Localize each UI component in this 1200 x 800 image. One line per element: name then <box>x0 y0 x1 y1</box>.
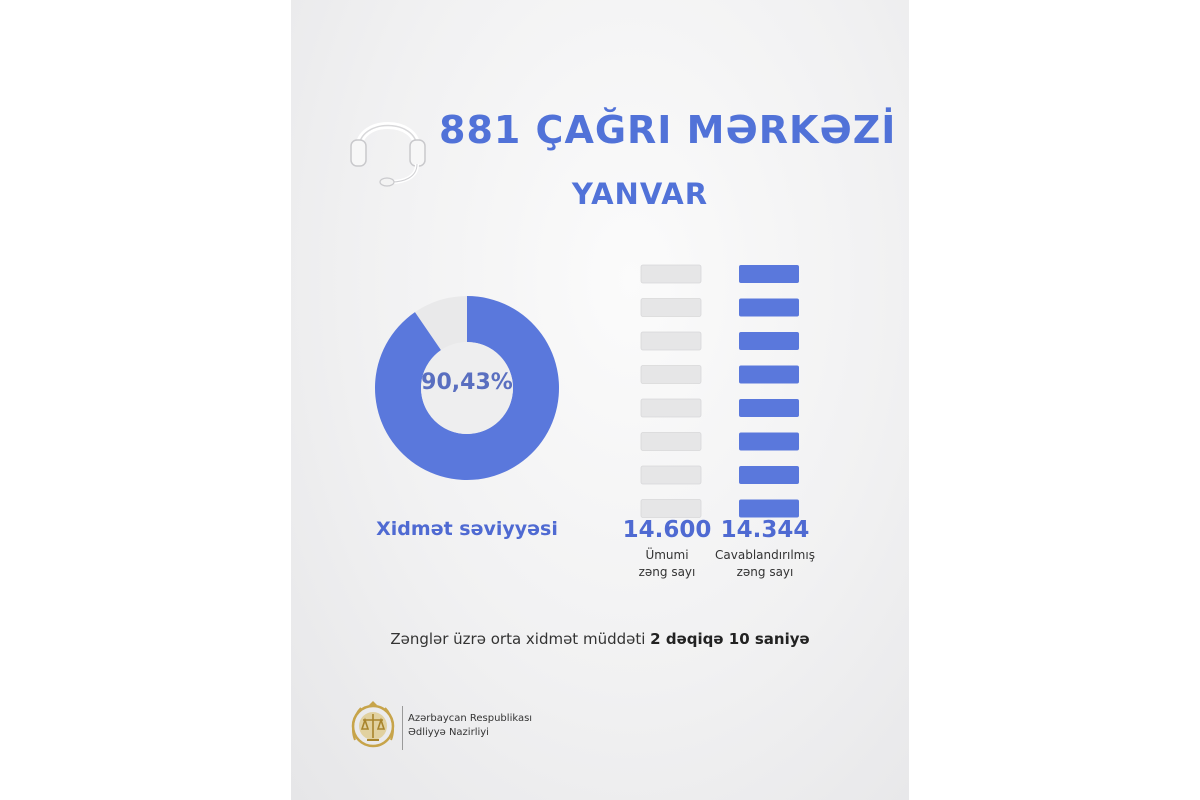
infographic-card <box>291 0 909 800</box>
answered-calls-caption-line1: Cavablandırılmış <box>715 548 815 562</box>
average-service-time <box>291 630 909 648</box>
organization-name <box>408 712 532 740</box>
answered-calls-bar-segment <box>739 366 799 384</box>
total-calls-bar-segment <box>641 299 701 317</box>
service-level-label: Xidmət səviyyəsi <box>376 518 558 540</box>
organization-line1: Azərbaycan Respublikası <box>408 713 533 724</box>
answered-calls-bar-segment <box>739 500 799 518</box>
page-title: 881 ÇAĞRI MƏRKƏZİ <box>439 108 897 152</box>
answered-calls-bar-segment <box>739 265 799 283</box>
calls-bar-chart <box>631 255 811 520</box>
answered-calls-bar-segment <box>739 299 799 317</box>
answered-calls-caption-line2: zəng sayı <box>736 565 794 579</box>
total-calls-bar-segment <box>641 265 701 283</box>
ministry-emblem <box>349 700 397 754</box>
total-calls-bar-segment <box>641 332 701 350</box>
total-calls-bar-segment <box>641 466 701 484</box>
service-level-value: 90,43% <box>421 370 513 395</box>
logo-divider <box>402 706 403 750</box>
answered-calls-bar-segment <box>739 332 799 350</box>
answered-calls-bar-segment <box>739 399 799 417</box>
average-service-time-value: 2 dəqiqə 10 saniyə <box>650 630 810 648</box>
answered-calls-bar-segment <box>739 466 799 484</box>
average-service-time-prefix: Zənglər üzrə orta xidmət müddəti <box>390 630 651 648</box>
answered-calls-value: 14.344 <box>720 517 810 543</box>
total-calls-caption-line2: zəng sayı <box>638 565 696 579</box>
total-calls-caption-line1: Ümumi <box>645 548 689 562</box>
total-calls-value: 14.600 <box>622 517 712 543</box>
month-subtitle: YANVAR <box>571 177 709 211</box>
total-calls-bar-segment <box>641 433 701 451</box>
answered-calls-caption <box>700 547 830 581</box>
total-calls-bar-segment <box>641 399 701 417</box>
total-calls-bar-segment <box>641 366 701 384</box>
total-calls-bar-segment <box>641 500 701 518</box>
answered-calls-bar-segment <box>739 433 799 451</box>
organization-line2: Ədliyyə Nazirliyi <box>408 727 489 738</box>
